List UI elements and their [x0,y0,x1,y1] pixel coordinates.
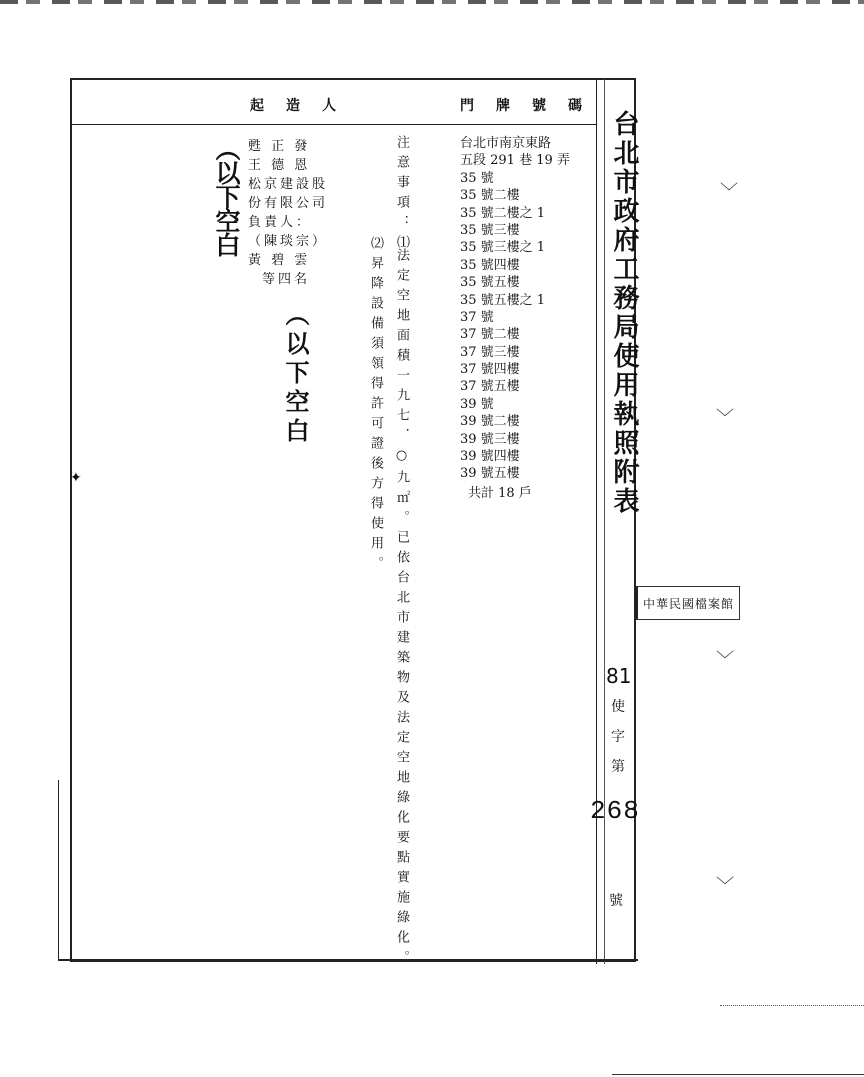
scan-edge-line [612,1074,864,1075]
builder-line: 王 德 恩 [248,158,311,173]
builder-line: 份有限公司 [248,196,329,211]
table-bottom-line [58,959,638,961]
address-line: 37 號三樓 [460,344,520,360]
binding-hole-mark: ﹀ [716,408,734,429]
binding-hole-mark: ﹀ [716,650,734,671]
address-total: 共計 18 戶 [468,485,532,501]
header-divider [71,124,597,125]
blank-marker-right: （以下空白 [281,302,309,447]
address-line: 35 號四樓 [460,257,520,273]
builder-line: 甦 正 發 [248,139,311,154]
permit-suffix: 號 [609,893,623,909]
address-line: 39 號二樓 [460,414,520,430]
address-line: 35 號五樓 [460,275,520,291]
address-line: 39 號四樓 [460,449,520,465]
address-line: 39 號三樓 [460,431,520,447]
address-line: 37 號 [460,309,494,325]
archive-stamp: 中華民國檔案館 [636,586,740,620]
address-line: 35 號二樓之 1 [460,205,546,221]
address-line: 五段 291 巷 19 弄 [460,153,570,169]
notes-heading: 注意事項：⑴ [394,135,409,255]
note-1: 法定空地面積一九七．○九㎡。已依台北市建築物及法定空地綠化要點實施綠化。 [394,248,409,970]
scan-speck: ✦ [70,470,82,486]
permit-char-shi: 使 [611,699,625,715]
builder-line: 負責人： [248,215,313,230]
permit-number: 268 [590,796,640,826]
builder-line: 松京建設股 [248,177,329,192]
address-line: 39 號五樓 [460,466,520,482]
scan-edge-line [720,1005,864,1006]
address-line: 39 號 [460,396,494,412]
header-builder: 起造人 [250,98,358,114]
builder-line: 黃 碧 雲 [248,253,311,268]
blank-marker-left: （以下空白 [212,136,241,256]
title-divider [596,79,597,964]
note-2: ⑵昇降設備須領得許可證後方得使用。 [368,236,383,576]
permit-char-zi: 字 [611,729,625,745]
address-line: 35 號三樓之 1 [460,240,546,256]
header-address: 門牌號碼 [460,98,604,114]
permit-char-di: 第 [611,759,625,775]
address-line: 35 號二樓 [460,188,520,204]
address-line: 37 號二樓 [460,327,520,343]
builder-list [248,137,328,289]
scan-noise-top [0,0,864,4]
binding-hole-mark: ﹀ [716,876,734,897]
title-divider-inner [604,79,605,964]
address-line: 台北市南京東路 [460,136,552,151]
address-line: 35 號 [460,170,494,186]
address-line: 35 號三樓 [460,222,520,238]
address-line: 37 號四樓 [460,362,520,378]
address-line: 35 號五樓之 1 [460,292,546,308]
permit-year: 81 [606,664,632,688]
document-title: 台北市政府工務局使用執照附表 [609,110,639,516]
address-line: 37 號五樓 [460,379,520,395]
binding-hole-mark: ﹀ [720,182,738,203]
builder-line: （陳琰宗） [248,234,329,249]
builder-line: 等四名 [262,272,311,287]
address-list [460,135,570,502]
table-left-tail [58,780,59,960]
